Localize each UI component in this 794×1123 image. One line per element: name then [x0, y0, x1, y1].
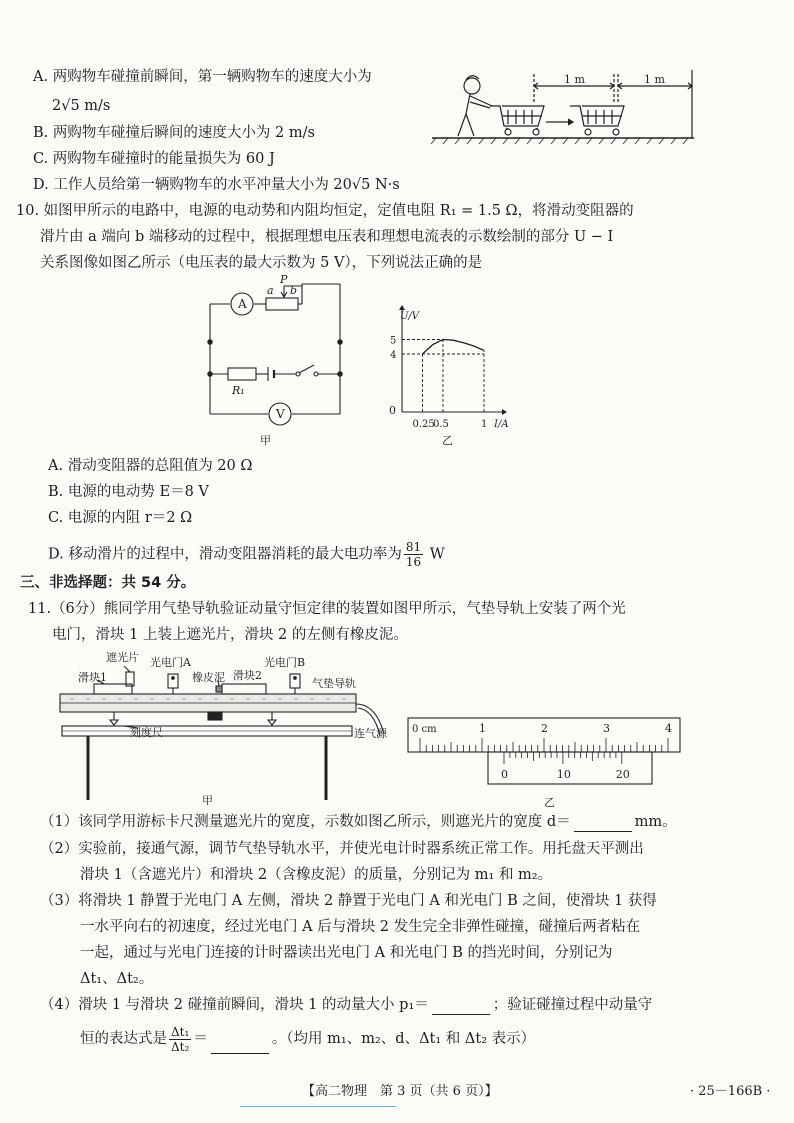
q10-ui-graph — [372, 300, 522, 446]
stray-pen-line — [240, 1106, 396, 1107]
y-tick-label: 5 — [390, 335, 397, 347]
x-tick-label: 1 — [481, 419, 488, 430]
x-tick-label: 0.5 — [433, 419, 449, 430]
gate-a-label: 光电门A — [150, 656, 191, 669]
q11-part3-line4: Δt₁、Δt₂。 — [80, 971, 154, 987]
q10-stem-line3: 关系图像如图乙所示（电压表的最大示数为 5 V），下列说法正确的是 — [40, 255, 483, 271]
slider-p-label: P — [280, 273, 288, 286]
q11-stem-line2: 电门，滑块 1 上装上遮光片，滑块 2 的左侧有橡皮泥。 — [52, 627, 408, 643]
vernier-number: 10 — [556, 768, 571, 781]
q10-circuit-diagram — [204, 273, 354, 448]
y-tick-label: 4 — [390, 350, 397, 361]
vernier-number: 0 — [501, 768, 508, 781]
q11-part4-blank2[interactable] — [211, 1038, 269, 1054]
q11-part4-text: （4）滑块 1 与滑块 2 碰撞前瞬间，滑块 1 的动量大小 p₁＝ — [40, 997, 429, 1013]
q10-option-d — [48, 540, 445, 569]
q11-vernier-caliper — [406, 714, 688, 814]
q11-part4-numerator: Δt₁ — [171, 1024, 190, 1039]
q11-part2-line2: 滑块 1（含遮光片）和滑块 2（含橡皮泥）的质量，分别记为 m₁ 和 m₂。 — [80, 867, 553, 883]
page-code: · 25－166B · — [690, 1084, 771, 1099]
q11-part1-text: （1）该同学用游标卡尺测量遮光片的宽度，示数如图乙所示，则遮光片的宽度 d＝ — [40, 814, 571, 830]
q9-option-d: D. 工作人员给第一辆购物车的水平冲量大小为 20√5 N·s — [33, 177, 400, 193]
q10-option-b: B. 电源的电动势 E＝8 V — [48, 484, 209, 500]
main-scale-number: 4 — [665, 722, 672, 735]
circuit-caption: 甲 — [260, 434, 271, 447]
main-scale-number: 1 — [479, 722, 486, 735]
slider1-label: 滑块1 — [78, 671, 107, 684]
q10-option-d-denominator: 16 — [405, 555, 422, 569]
vernier-caption: 乙 — [544, 796, 555, 809]
section-3-heading: 三、非选择题：共 54 分。 — [20, 575, 196, 591]
ui-curve — [423, 340, 485, 355]
q10-stem-line1: 10. 如图甲所示的电路中，电源的电动势和内阻均恒定，定值电阻 R₁ = 1.5 Ω，将滑动变阻器的 — [16, 203, 634, 219]
q9-cart-figure — [428, 64, 698, 150]
q9-option-a-value: 2√5 m/s — [52, 98, 111, 114]
y-axis-arrow — [399, 305, 405, 310]
ammeter-label: A — [238, 297, 247, 311]
main-scale-number: 2 — [541, 722, 548, 735]
q11-part4-line1 — [40, 995, 652, 1015]
q11-part4-line2 — [80, 1024, 535, 1054]
q10-option-c: C. 电源的内阻 r＝2 Ω — [48, 510, 193, 526]
air-source-label: 连气源 — [354, 727, 387, 740]
x-axis-label: I/A — [494, 419, 509, 430]
x-tick-label: 0.25 — [412, 419, 435, 430]
q11-air-track-figure — [58, 650, 398, 810]
q11-part3-line1: （3）将滑块 1 静置于光电门 A 左侧，滑块 2 静置于光电门 A 和光电门 B 之间，使滑块 1 获得 — [40, 893, 657, 909]
slider2-label: 滑块2 — [233, 669, 262, 682]
q11-part2-line1: （2）实验前，接通气源，调节气垫导轨水平，并使光电计时器系统正常工作。用托盘天平测出 — [40, 841, 644, 857]
terminal-b-label: b — [290, 284, 298, 297]
vernier-number: 20 — [615, 768, 630, 781]
main-scale-unit: 0 cm — [412, 724, 437, 735]
q9-option-b: B. 两购物车碰撞后瞬间的速度大小为 2 m/s — [33, 125, 315, 141]
main-scale-number: 3 — [603, 722, 610, 735]
q11-part1 — [40, 812, 677, 832]
shade-label: 遮光片 — [106, 651, 139, 664]
q10-stem-line2: 滑片由 a 端向 b 端移动的过程中，根据理想电压表和理想电流表的示数绘制的部分 U − I — [40, 229, 614, 245]
q10-option-d-numerator: 81 — [405, 540, 422, 554]
q11-part4-text4: 。（均用 m₁、m₂、d、Δt₁ 和 Δt₂ 表示） — [271, 1031, 536, 1047]
q9-dist2-label: 1 m — [644, 73, 665, 86]
voltmeter-label: V — [276, 407, 285, 421]
resistor-r1-label: R₁ — [232, 384, 245, 397]
rail-label: 气垫导轨 — [312, 677, 356, 690]
q11-part4-text3: 恒的表达式是 — [80, 1031, 167, 1047]
q9-option-c: C. 两购物车碰撞时的能量损失为 60 J — [33, 151, 275, 167]
origin-label: 0 — [389, 404, 396, 417]
q9-dist1-label: 1 m — [564, 73, 585, 86]
x-axis-arrow — [502, 409, 507, 415]
q11-stem-line1: 11.（6分）熊同学用气垫导轨验证动量守恒定律的装置如图甲所示，气垫导轨上安装了两个光 — [28, 601, 626, 617]
q10-option-a: A. 滑动变阻器的总阻值为 20 Ω — [48, 458, 253, 474]
q9-option-a: A. 两购物车碰撞前瞬间，第一辆购物车的速度大小为 — [33, 69, 372, 85]
gate-b-label: 光电门B — [264, 656, 306, 669]
q11-part4-blank1[interactable] — [432, 999, 490, 1015]
q11-part3-line3: 一起，通过与光电门连接的计时器读出光电门 A 和光电门 B 的挡光时间，分别记为 — [80, 945, 613, 961]
q10-option-d-unit: W — [429, 546, 445, 563]
q11-part1-unit: mm。 — [634, 814, 677, 830]
air-track-caption: 甲 — [202, 794, 213, 807]
q11-part4-eq: ＝ — [193, 1031, 208, 1047]
q11-part4-text2: ；验证碰撞过程中动量守 — [492, 997, 653, 1013]
y-axis-label: U/V — [400, 311, 420, 322]
q11-part1-blank[interactable] — [574, 816, 632, 832]
q11-part3-line2: 一水平向右的初速度，经过光电门 A 后与滑块 2 发生完全非弹性碰撞，碰撞后两者粘在 — [80, 919, 641, 935]
q11-part4-denominator: Δt₂ — [171, 1039, 190, 1054]
page-footer: 【高二物理 第 3 页（共 6 页）】 — [302, 1084, 498, 1099]
q10-option-d-fraction — [404, 540, 423, 569]
terminal-a-label: a — [267, 284, 274, 297]
scale-label: 刻度尺 — [130, 726, 163, 739]
graph-caption: 乙 — [442, 434, 453, 447]
q10-option-d-text: D. 移动滑片的过程中，滑动变阻器消耗的最大电功率为 — [48, 546, 402, 563]
putty-label: 橡皮泥 — [192, 671, 225, 684]
q11-part4-fraction — [169, 1025, 191, 1054]
